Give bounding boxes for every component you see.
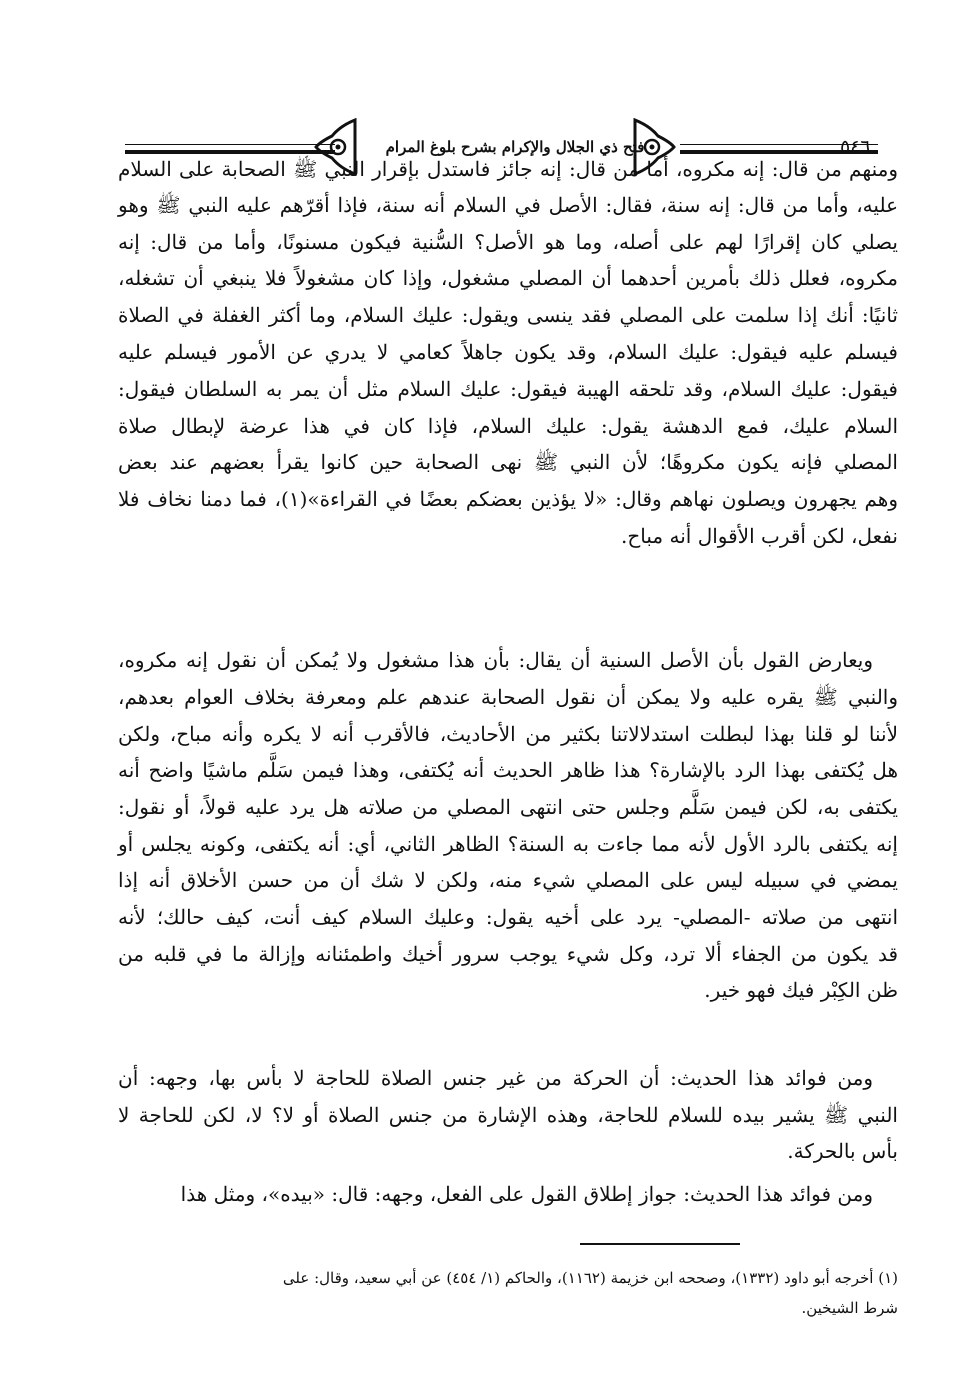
body-line: ظن الكِبْر فيك فهو خير. <box>704 978 898 1002</box>
body-line: ثانيًا: أنك إذا سلمت على المصلي فقد ينسى ويقول: عليك السلام، وما أكثر الغفلة في الصلاة <box>118 303 898 327</box>
body-line: النبي ﷺ يشير بيده للسلام للحاجة، وهذه الإشارة من جنس الصلاة أو لا؟ لا، لكن للحاجة لا <box>118 1103 898 1127</box>
body-line: ومنهم من قال: إنه مكروه، أما من قال: إنه جائز فاستدل بإقرار النبي ﷺ الصحابة على السلام <box>118 157 898 181</box>
body-line: هل يُكتفى بهذا الرد بالإشارة؟ هذا ظاهر الحديث أنه يُكتفى، وهذا فيمن سَلَّم ماشيًا واضح أنه <box>118 758 898 782</box>
body-line: يكتفى به، لكن فيمن سَلَّم وجلس حتى انتهى المصلي من صلاته هل يرد عليه قولاً، أو نقول: <box>118 795 898 819</box>
body-line: والنبي ﷺ يقره عليه ولا يمكن أن نقول الصحابة عندهم علم ومعرفة بخلاف العوام بعدهم، <box>118 685 898 709</box>
header-rule-left-thin <box>125 144 335 145</box>
footnote-line: (١) أخرجه أبو داود (١٣٣٢)، وصححه ابن خزيمة (١١٦٢)، والحاكم (١/ ٤٥٤) عن أبي سعيد، وقال: على <box>282 1269 898 1287</box>
body-line: عليه، وأما من قال: إنه سنة، فقال: الأصل في السلام أنه سنة، فإذا أقرّهم عليه النبي ﷺ وهو <box>118 193 898 217</box>
body-line: يصلي كان إقرارًا لهم على أصله، وما هو الأصل؟ السُّنية فيكون مسنونًا، وأما من قال: إنه <box>118 230 898 254</box>
footnote-line: شرط الشيخين. <box>801 1299 898 1317</box>
page-number: ٥٤٦ <box>840 136 871 158</box>
body-line: ومن فوائد هذا الحديث: جواز إطلاق القول على الفعل، وجهه: قال: «بيده»، ومثل هذا <box>180 1182 873 1206</box>
body-line: إنه يكتفى بالرد الأول لأنه مما جاءت به السنة؟ الظاهر الثاني، أي: أنه يكتفى، وكونه يجلس أو <box>118 832 898 856</box>
body-line: لأننا لو قلنا بهذا لبطلت استدلالاتنا بكثير من الأحاديث، فالأقرب أنه لا يكره وأنه مباح، ولكن <box>118 722 898 746</box>
body-line: نفعل، لكن أقرب الأقوال أنه مباح. <box>621 524 898 548</box>
body-line: فيقول: عليك السلام، وقد تلحقه الهيبة فيقول: عليك السلام مثل أن يمر به السلطان فيقول: <box>118 377 898 401</box>
body-line: فيسلم عليه فيقول: عليك السلام، وقد يكون جاهلاً كعامي لا يدري عن الأمور فيسلم عليه <box>118 340 898 364</box>
header-rule-left <box>125 150 335 154</box>
body-line: وهم يجهرون ويصلون نهاهم وقال: «لا يؤذين بعضكم بعضًا في القراءة»(١)، فما دمنا نخاف فلا <box>118 487 899 511</box>
body-line: ويعارض القول بأن الأصل السنية أن يقال: بأن هذا مشغول ولا يُمكن أن نقول إنه مكروه، <box>118 648 873 672</box>
body-line: يمضي في سبيله ليس على المصلي شيء منه، ولكن لا شك أن من حسن الأخلاق أنه إذا <box>118 868 898 892</box>
body-line: قد يكون من الجفاء ألا ترد، وكل شيء يوجب سرور أخيك واطمئنانه وإزالة ما في قلبه من <box>118 942 898 966</box>
body-line: السلام عليك، فمع الدهشة يقول: عليك السلام، فإذا كان في هذا عرضة لإبطال صلاة <box>118 414 898 438</box>
body-line: انتهى من صلاته -المصلي- يرد على أخيه يقول: وعليك السلام كيف أنت، كيف حالك؛ لأنه <box>118 905 898 929</box>
body-line: مكروه، فعلل ذلك بأمرين أحدهما أن المصلي مشغول، وإذا كان مشغولاً فلا ينبغي أن تشغله، <box>118 266 899 290</box>
footnote-divider <box>580 1243 740 1245</box>
book-title: فتح ذي الجلال والإكرام بشرح بلوغ المرام <box>385 138 645 156</box>
body-line: المصلي فإنه يكون مكروهًا؛ لأن النبي ﷺ نهى الصحابة حين كانوا يقرأ بعضهم عند بعض <box>118 450 898 474</box>
body-line: ومن فوائد هذا الحديث: أن الحركة من غير جنس الصلاة للحاجة لا بأس بها، وجهه: أن <box>118 1066 873 1090</box>
body-line: بأس بالحركة. <box>787 1139 898 1163</box>
